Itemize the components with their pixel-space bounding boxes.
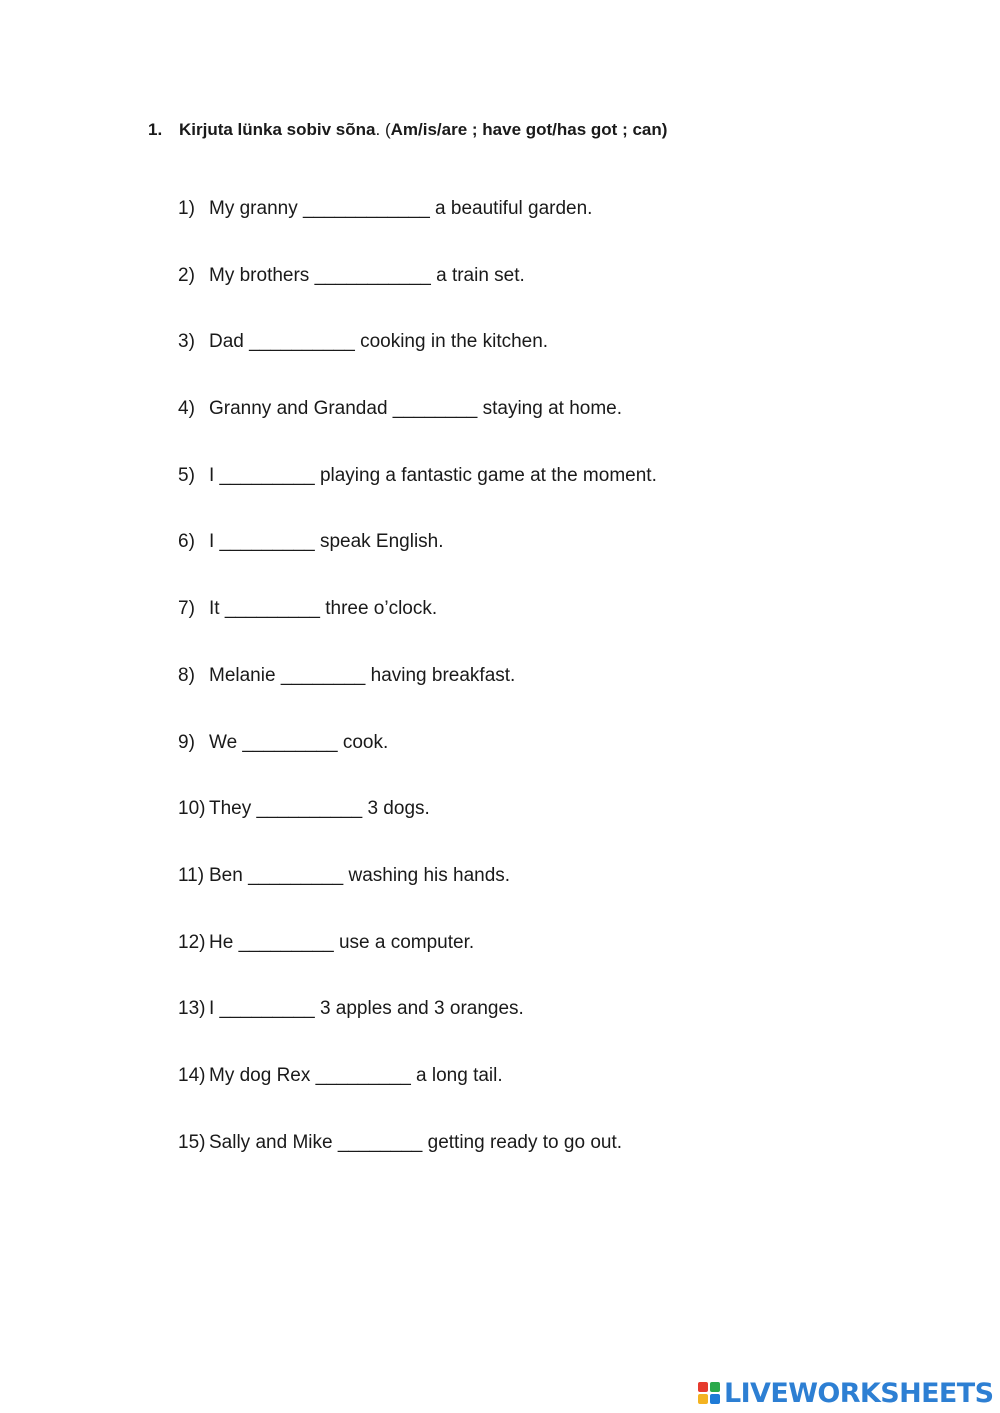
exercise-item — [178, 398, 657, 465]
item-index: 8) — [178, 664, 195, 686]
item-index: 6) — [178, 531, 195, 553]
item-text: My granny ____________ a beautiful garden. — [209, 198, 593, 219]
item-index: 2) — [178, 264, 195, 286]
item-text: It _________ three o’clock. — [209, 598, 438, 620]
exercise-item — [178, 798, 657, 865]
item-index: 1) — [178, 198, 195, 219]
item-text: They __________ 3 dogs. — [209, 798, 430, 820]
item-text: My dog Rex _________ a long tail. — [209, 1064, 503, 1086]
exercise-item — [178, 598, 657, 665]
exercise-item — [178, 1065, 657, 1132]
liveworksheets-logo — [698, 1378, 993, 1408]
item-text: My brothers ___________ a train set. — [209, 264, 525, 286]
exercise-item — [178, 1132, 657, 1199]
item-text: Dad __________ cooking in the kitchen. — [209, 331, 549, 353]
item-text: Granny and Grandad ________ staying at home. — [209, 398, 623, 420]
item-index: 14) — [178, 1064, 206, 1086]
liveworksheets-logo-icon — [698, 1382, 720, 1404]
exercise-item — [178, 932, 657, 999]
item-text: I _________ speak English. — [209, 531, 444, 553]
item-text: Ben _________ washing his hands. — [209, 864, 511, 886]
exercise-item — [178, 331, 657, 398]
item-index: 3) — [178, 331, 195, 353]
task-separator: . — [375, 120, 385, 139]
exercise-item — [178, 665, 657, 732]
item-index: 11) — [178, 864, 205, 886]
item-index: 13) — [178, 998, 206, 1020]
item-text: I _________ playing a fantastic game at the moment. — [209, 464, 657, 486]
item-index: 9) — [178, 731, 195, 753]
item-text: We _________ cook. — [209, 731, 389, 753]
task-instruction: Kirjuta lünka sobiv sõna — [179, 120, 376, 139]
item-index: 7) — [178, 598, 195, 620]
task-header — [148, 120, 667, 140]
task-paren-open: ( — [384, 120, 391, 139]
logo-text: LIVEWORKSHEETS — [724, 1377, 994, 1409]
exercise-item — [178, 465, 657, 532]
item-index: 10) — [178, 798, 206, 820]
item-index: 15) — [178, 1131, 206, 1153]
item-text: I _________ 3 apples and 3 oranges. — [209, 998, 524, 1020]
item-text: He _________ use a computer. — [209, 931, 475, 953]
exercise-list — [178, 198, 657, 1198]
task-options: Am/is/are ; have got/has got ; can) — [390, 120, 668, 139]
exercise-item — [178, 998, 657, 1065]
exercise-item — [178, 198, 657, 265]
task-number: 1. — [148, 120, 163, 139]
exercise-item — [178, 531, 657, 598]
item-index: 12) — [178, 931, 206, 953]
item-index: 4) — [178, 398, 195, 420]
item-text: Sally and Mike ________ getting ready to go out. — [209, 1131, 623, 1153]
exercise-item — [178, 732, 657, 799]
item-index: 5) — [178, 464, 195, 486]
item-text: Melanie ________ having breakfast. — [209, 664, 516, 686]
exercise-item — [178, 265, 657, 332]
exercise-item — [178, 865, 657, 932]
